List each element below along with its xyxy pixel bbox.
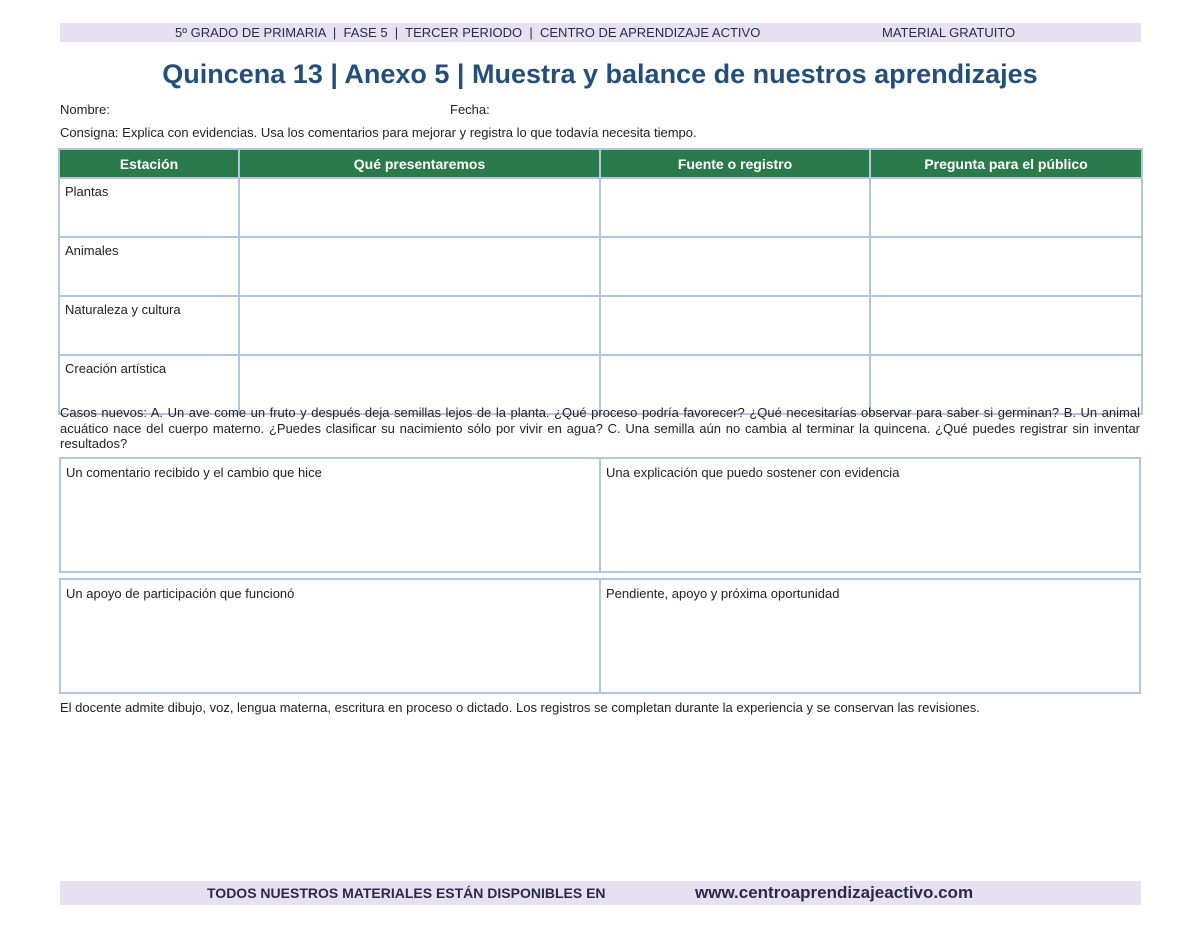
table-cell[interactable] [239, 237, 600, 296]
column-header-pregunta: Pregunta para el público [870, 149, 1142, 178]
casos-nuevos-text: Casos nuevos: A. Un ave come un fruto y después deja semillas lejos de la planta. ¿Qué proceso podría favorecer? ¿Qué necesitarías observar para saber si germinan? B. Un animal acuático nace del cuerpo materno. ¿Puedes clasificar su nacimiento sólo por vivir en agua? C. Una semilla aún no cambia al terminar la quincena. ¿Qué puedes registrar sin inventar resultados? [60, 405, 1140, 451]
table-cell[interactable] [600, 237, 870, 296]
table-cell[interactable] [870, 296, 1142, 355]
station-name: Naturaleza y cultura [59, 296, 239, 355]
table-cell[interactable] [870, 237, 1142, 296]
table-cell[interactable] [600, 178, 870, 237]
box-apoyo[interactable] [61, 580, 599, 692]
footer-url-link[interactable]: www.centroaprendizajeactivo.com [695, 883, 974, 902]
footer-bar [60, 881, 1141, 905]
box-apoyo-label: Un apoyo de participación que funcionó [66, 586, 295, 601]
station-name: Creación artística [59, 355, 239, 414]
box-explicacion-label: Una explicación que puedo sostener con evidencia [606, 465, 900, 480]
box-pendiente[interactable] [599, 580, 1139, 692]
consigna-text: Consigna: Explica con evidencias. Usa los comentarios para mejorar y registra lo que todavía necesita tiempo. [60, 125, 697, 140]
box-pendiente-label: Pendiente, apoyo y próxima oportunidad [606, 586, 840, 601]
column-header-que-presentaremos: Qué presentaremos [239, 149, 600, 178]
table-cell[interactable] [239, 296, 600, 355]
stations-table [58, 148, 1143, 415]
station-name: Plantas [59, 178, 239, 237]
nombre-label: Nombre: [60, 102, 110, 117]
fecha-label: Fecha: [450, 102, 490, 117]
table-cell[interactable] [870, 178, 1142, 237]
column-header-estacion: Estación [59, 149, 239, 178]
footer-available-text: TODOS NUESTROS MATERIALES ESTÁN DISPONIBLES EN [207, 885, 606, 901]
header-free-material: MATERIAL GRATUITO [882, 25, 1016, 40]
reflection-row-1 [59, 457, 1141, 573]
page-title: Quincena 13 | Anexo 5 | Muestra y balance de nuestros aprendizajes [162, 59, 1038, 89]
header-bar [60, 23, 1141, 42]
box-explicacion[interactable] [599, 459, 1139, 571]
table-row [59, 178, 1142, 237]
station-name: Animales [59, 237, 239, 296]
header-grade-info: 5º GRADO DE PRIMARIA | FASE 5 | TERCER PERIODO | CENTRO DE APRENDIZAJE ACTIVO [175, 25, 761, 40]
column-header-fuente: Fuente o registro [600, 149, 870, 178]
box-comentario-label: Un comentario recibido y el cambio que hice [66, 465, 322, 480]
table-cell[interactable] [239, 178, 600, 237]
table-row [59, 296, 1142, 355]
docente-note: El docente admite dibujo, voz, lengua materna, escritura en proceso o dictado. Los registros se completan durante la experiencia y se conservan las revisiones. [60, 700, 980, 715]
reflection-row-2 [59, 578, 1141, 694]
table-header-row [59, 149, 1142, 178]
box-comentario[interactable] [61, 459, 599, 571]
table-cell[interactable] [600, 296, 870, 355]
table-row [59, 237, 1142, 296]
